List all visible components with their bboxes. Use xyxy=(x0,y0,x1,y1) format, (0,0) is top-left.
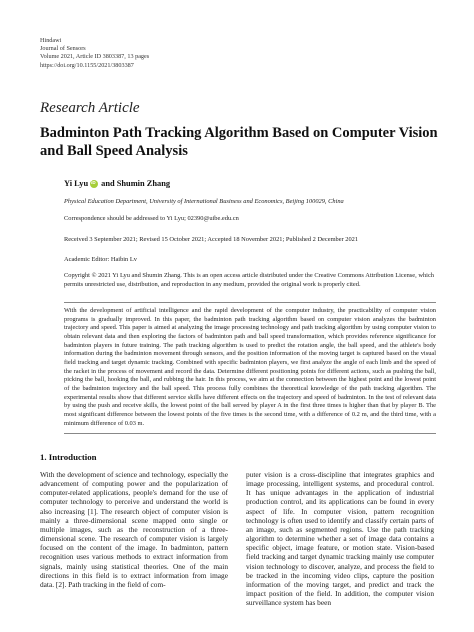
section-heading-introduction: 1. Introduction xyxy=(40,452,97,462)
doi-link[interactable]: https://doi.org/10.1155/2021/3803387 xyxy=(40,61,134,69)
article-type: Research Article xyxy=(40,100,140,116)
volume-line: Volume 2021, Article ID 3803387, 13 pages xyxy=(40,53,150,61)
orcid-icon[interactable] xyxy=(90,180,98,188)
publisher-name: Hindawi xyxy=(40,37,62,44)
correspondence: Correspondence should be addressed to Yi Lyu; 02390@uibe.edu.cn xyxy=(64,215,239,222)
author-name-2[interactable]: and Shumin Zhang xyxy=(101,179,171,188)
copyright-notice: Copyright © 2021 Yi Lyu and Shumin Zhang. This is an open access article distributed under the Creative Commons Attribution License, which permits unrestricted use, distribution, and reproduction in any medium, provided the original work is properly cited. xyxy=(64,272,434,288)
abstract-top-rule xyxy=(64,302,436,303)
body-column-left: With the development of science and technology, especially the advancement of computing power and the popularization of computer-related applications, people's demand for the use of computer technology to perceive and understand the world is also increasing [1]. The research object of computer vision is mainly a three-dimensional scene mapped onto single or multiple images, such as the reconstruction of a three-dimensional scene. The research of computer vision is largely focused on the content of the image. In badminton, pattern recognition uses various methods to extract information from signals, mainly using statistical theories. One of the main directions in this field is to extract information from image data. [2]. Path tracking in the field of com- xyxy=(40,470,228,589)
abstract-bottom-rule xyxy=(64,433,436,434)
author-name[interactable]: Yi Lyu xyxy=(64,179,89,188)
abstract-text: With the development of artificial intelligence and the rapid development of the computer industry, the practicability of computer vision programs is gradually improved. In this paper, the badminton path tracking algorithm based on computer vision analyzes the badminton trajectory and speed. This paper is aimed at analyzing the image processing technology and path tracking algorithm by using computer vision to obtain relevant data and then exploring the factors of badminton path and ball speed transformation, which provides reference significance for badminton players in future training. The path tracking algorithm is used to predict the rotation angle, the ball speed, and the athlete's body information during the badminton movement through sensors, and the position information of the moving target is captured based on the visual field tracking and target dynamic tracking. Combined with specific badminton players, we first analyze the angle of each limb and the speed of the racket in the process of movement and record the data. Determine different positioning points for different actions, such as pushing the ball, picking the ball, hooking the ball, and rubbing the hair. In this process, we aim at the connection between the highest point and the lowest point of the badminton trajectory and the ball speed. This process fully combines the theoretical knowledge of the path tracking algorithm. The experimental results show that different service skills have different effects on the trajectory and speed of badminton. In the test of relevant data by using the push and receive skills, the lowest point of the ball served by player A in the first three times is higher than that by player B. The most significant difference between the lowest points of the five times is the second time, with a difference of 0.2 m, and the third time, with a minimum difference of 0.03 m. xyxy=(64,307,436,427)
body-column-right: puter vision is a cross-discipline that integrates graphics and image processing, intelligent systems, and procedural control. It has unique advantages in the application of industrial production control, and its applications can be found in every aspect of life. In computer vision, pattern recognition technology is often used to identify and classify certain parts of an image, such as segmented regions. Use the path tracking algorithm to determine whether a set of image data contains a specific object, image feature, or motion state. Vision-based field tracking and target dynamic tracking mainly use computer vision technology to discover, analyze, and process the field to be tracked in the incoming video clips, capture the position information of the moving target, and predict and track the impact position of the field. In addition, the computer vision surveillance system has been xyxy=(246,470,434,608)
paper-title: Badminton Path Tracking Algorithm Based on Computer Vision and Ball Speed Analysis xyxy=(40,125,438,159)
academic-editor: Academic Editor: Haibin Lv xyxy=(64,256,137,263)
affiliation: Physical Education Department, University of International Business and Economics, Beijing 100029, China xyxy=(64,198,344,205)
journal-name: Journal of Sensors xyxy=(40,45,86,53)
author-line xyxy=(64,179,170,188)
journal-header xyxy=(40,37,149,70)
publication-dates: Received 3 September 2021; Revised 15 October 2021; Accepted 18 November 2021; Published 2 December 2021 xyxy=(64,236,359,243)
